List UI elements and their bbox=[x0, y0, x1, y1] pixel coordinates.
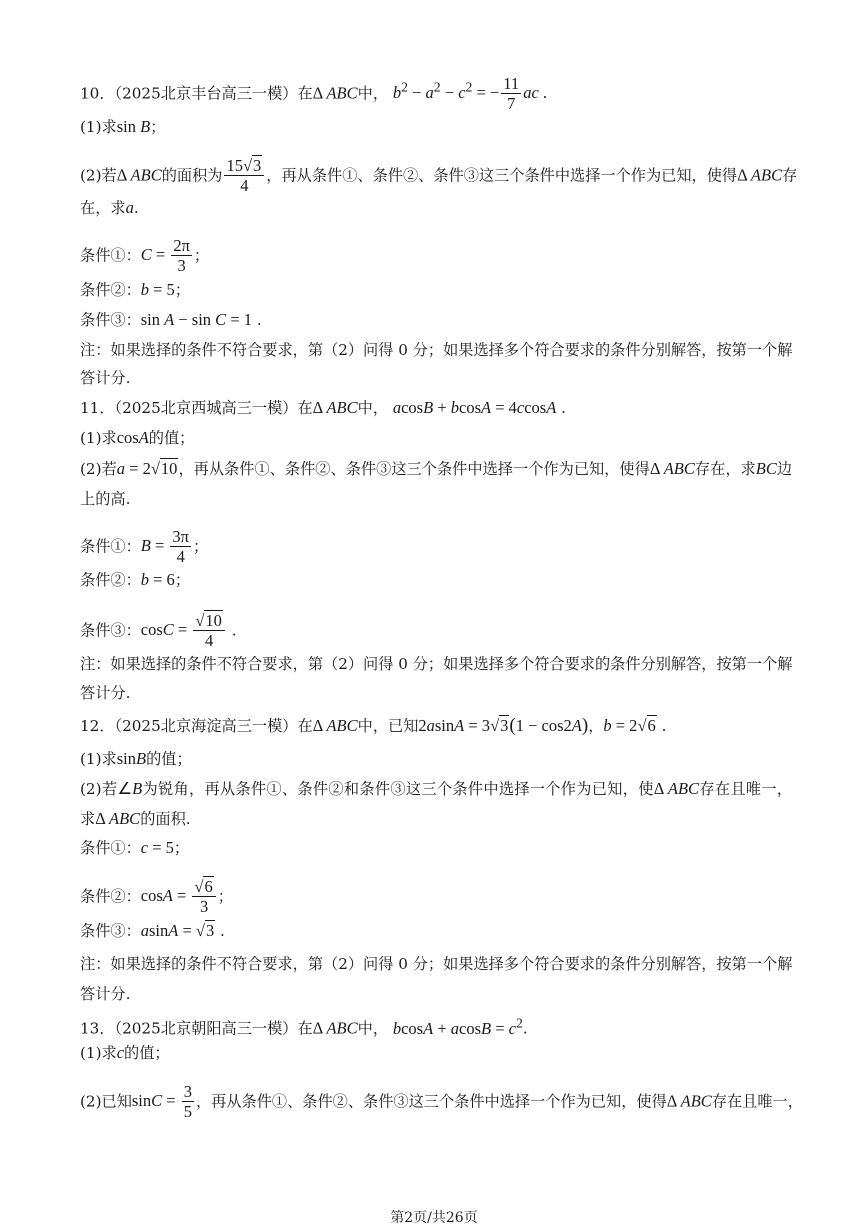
page-number: 第2页/共26页 bbox=[390, 1210, 478, 1226]
p12-q1: (1)求sinB的值； bbox=[80, 749, 192, 768]
p11-note-cont: 答计分. bbox=[80, 684, 131, 702]
p11-note: 注：如果选择的条件不符合要求，第（2）问得 0 分；如果选择多个符合要求的条件分别解答，按第一个解 bbox=[80, 655, 793, 673]
p10-cond1: 条件①：C = $\frac{2\pi}{3}$ ； bbox=[80, 236, 210, 275]
p10-q2: (2)若Δ ABC的面积为 $\frac{15√3}{4}$ ，再从条件①、条件②、条件③这三个条件中选择一个作为已知，使得Δ ABC存 bbox=[80, 156, 798, 195]
p10-cond3: 条件③：sin A − sin C = 1 . bbox=[80, 310, 262, 329]
p11-q2-cont: 上的高. bbox=[80, 490, 131, 508]
p10-note: 注：如果选择的条件不符合要求，第（2）问得 0 分；如果选择多个符合要求的条件分别解答，按第一个解 bbox=[80, 341, 793, 359]
p12-q2: (2)若∠B为锐角，再从条件①、条件②和条件③这三个条件中选择一个作为已知，使Δ ABC存在且唯一， bbox=[80, 779, 793, 798]
p12-title: 12．（2025北京海淀高三一模）在Δ ABC中，已知2asinA = 3√3(1 − cos2A)，b = 2√6 . bbox=[80, 715, 667, 736]
p11-cond2: 条件②：b = 6； bbox=[80, 570, 190, 589]
p10-q2-cont: 在，求a. bbox=[80, 198, 139, 217]
p11-cond3: 条件③：cosC = $\frac{√10}{4}$ . bbox=[80, 611, 237, 650]
p12-cond1: 条件①：c = 5； bbox=[80, 838, 190, 857]
p13-q2: (2)已知sinC = $\frac{3}{5}$ ，再从条件①、条件②、条件③这三个条件中选择一个作为已知，使得Δ ABC存在且唯一， bbox=[80, 1082, 803, 1121]
p12-note-cont: 答计分. bbox=[80, 985, 131, 1003]
p10-cond2: 条件②：b = 5； bbox=[80, 280, 190, 299]
p12-q2-cont: 求Δ ABC的面积. bbox=[80, 809, 191, 828]
p12-note: 注：如果选择的条件不符合要求，第（2）问得 0 分；如果选择多个符合要求的条件分别解答，按第一个解 bbox=[80, 955, 793, 973]
p12-cond3: 条件③：asinA = √3 . bbox=[80, 921, 225, 940]
p12-cond2: 条件②：cosA = $\frac{√6}{3}$ ； bbox=[80, 877, 233, 916]
p11-q2: (2)若a = 2√10，再从条件①、条件②、条件③这三个条件中选择一个作为已知，使得Δ ABC存在，求BC边 bbox=[80, 459, 793, 478]
p11-cond1: 条件①：B = $\frac{3\pi}{4}$ ； bbox=[80, 527, 209, 566]
p10-q1: (1)求sin B； bbox=[80, 117, 166, 136]
p13-title: 13．（2025北京朝阳高三一模）在Δ ABC中， $bcosA + acosB = c^2$. bbox=[80, 1015, 528, 1038]
p10-title: 10．（2025北京丰台高三一模）在Δ ABC中， $b^2 - a^2 - c^2$ = − $\frac{11}{7}$ ac . bbox=[80, 74, 548, 113]
p11-q1: (1)求cosA的值； bbox=[80, 428, 195, 447]
p13-q1: (1)求c的值； bbox=[80, 1043, 170, 1062]
p10-note-cont: 答计分. bbox=[80, 369, 131, 387]
p11-title: 11．（2025北京西城高三一模）在Δ ABC中， acosB + bcosA = 4ccosA . bbox=[80, 398, 566, 417]
